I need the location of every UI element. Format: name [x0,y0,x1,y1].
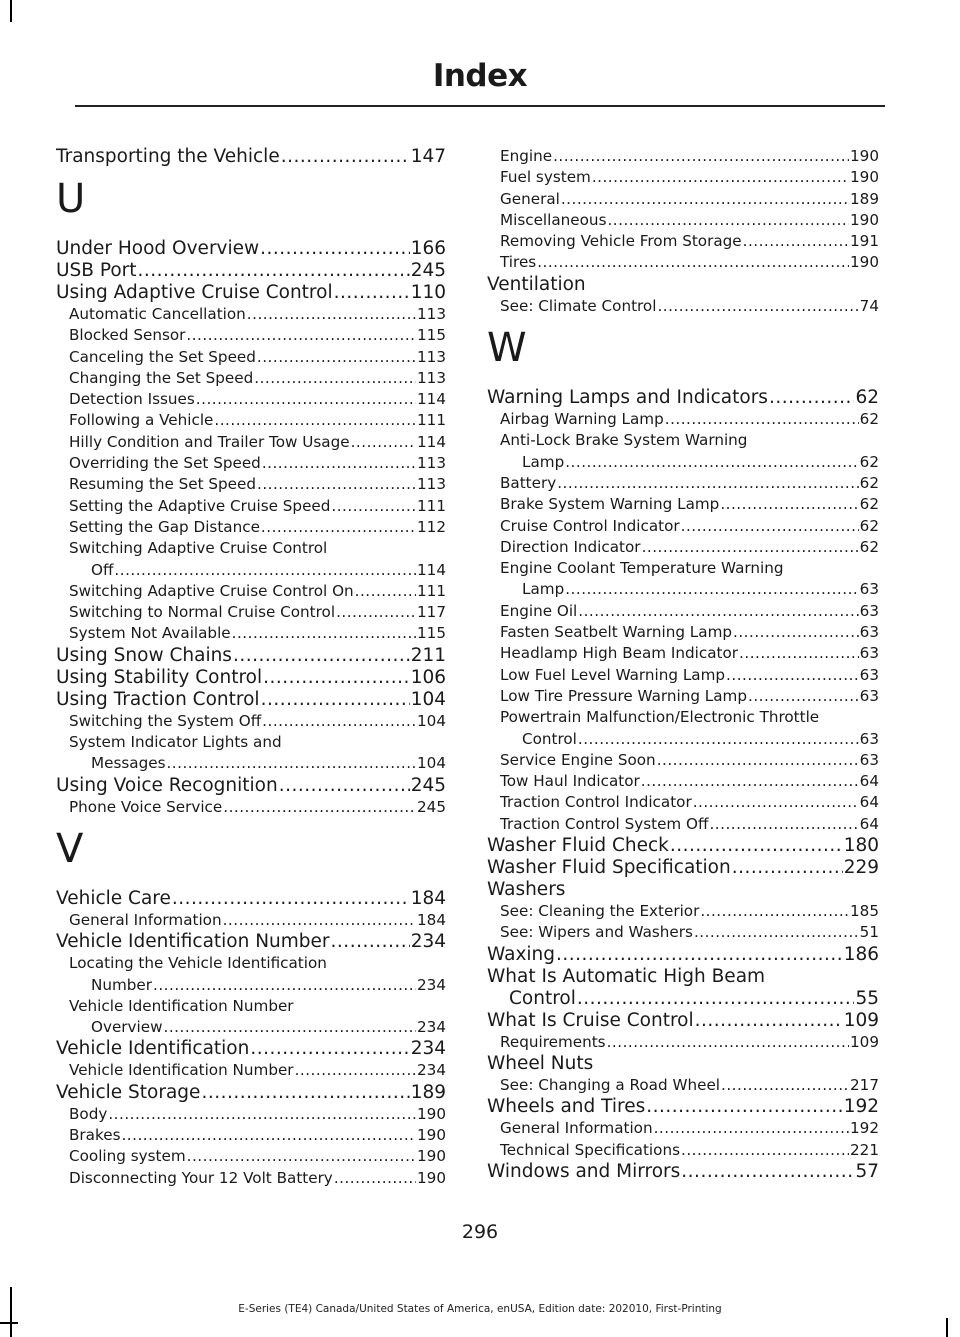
entry-label: See: Cleaning the Exterior [500,902,700,921]
entry-label: Blocked Sensor [69,326,186,345]
index-entry[interactable]: Vehicle Identification ..... 234 [56,1038,446,1060]
entry-label: Setting the Gap Distance [69,517,260,536]
footer-text: E-Series (TE4) Canada/United States of America, enUSA, Edition date: 202010, First-Printing [238,1303,722,1315]
index-subentry[interactable] [56,304,446,325]
index-subentry[interactable] [56,347,446,368]
index-subentry[interactable] [487,601,879,622]
index-subentry[interactable]: See: Changing a Road Wheel ..... 217 [487,1075,879,1096]
entry-page: 190 [850,253,879,272]
subentry-heading: Vehicle Identification Number [69,996,294,1015]
entry-page: 115 [417,326,446,345]
index-subentry[interactable]: Airbag Warning Lamp ..... 62 [487,409,879,430]
index-subentry[interactable] [487,189,879,210]
entry-page: 63 [859,686,879,705]
entry-page: 117 [417,603,446,622]
entry-page: 190 [850,210,879,229]
entry-page: 113 [417,475,446,494]
entry-label: Setting the Adaptive Cruise Speed [69,496,331,515]
index-subentry[interactable]: Number ..... 234 [56,975,446,996]
entry-label: Tires [500,253,537,272]
entry-page: 62 [859,516,879,535]
index-subentry[interactable] [487,622,879,643]
entry-page: 113 [417,347,446,366]
index-subentry[interactable] [487,167,879,188]
index-subentry[interactable] [56,325,446,346]
page-title: Index [432,58,528,94]
index-subentry[interactable] [487,537,879,558]
index-subentry[interactable]: See: Climate Control ..... 74 [487,296,879,317]
index-subentry[interactable] [56,389,446,410]
index-entry[interactable]: What Is Cruise Control ..... 109 [487,1010,879,1032]
index-subentry[interactable] [56,368,446,389]
index-subentry[interactable]: Vehicle Identification Number ..... 234 [56,1060,446,1081]
entry-heading: Wheel Nuts [487,1052,594,1074]
index-entry[interactable] [56,146,446,168]
entry-page: 190 [417,1126,446,1145]
entry-page: 189 [850,189,879,208]
index-subentry[interactable]: Lamp ..... 62 [487,452,879,473]
index-entry[interactable]: Waxing ..... 186 [487,944,879,966]
section-letter: V [56,825,84,872]
entry-page: 62 [859,495,879,514]
index-column-left [56,146,446,1189]
index-subentry[interactable] [56,453,446,474]
index-column-right [487,146,879,1183]
entry-page: 115 [417,624,446,643]
entry-label: Changing the Set Speed [69,368,254,387]
entry-page: 63 [859,665,879,684]
header-divider [75,105,885,107]
entry-page: 64 [859,793,879,812]
index-subentry[interactable] [487,771,879,792]
entry-page: 147 [410,146,446,167]
index-subentry[interactable] [56,410,446,431]
index-subentry[interactable] [56,1104,446,1125]
index-subentry[interactable]: Off ..... 114 [56,560,446,581]
entry-heading: Washers [487,879,566,901]
index-subentry[interactable] [56,474,446,495]
entry-label: General [500,189,560,208]
subentry-heading: Switching Adaptive Cruise Control [69,539,328,558]
index-entry[interactable]: Windows and Mirrors ..... 57 [487,1161,879,1183]
index-subentry[interactable] [487,494,879,515]
index-subentry[interactable] [56,1146,446,1167]
index-subentry[interactable]: General Information ..... 184 [56,910,446,931]
entry-label: Automatic Cancellation [69,305,246,323]
entry-page: 245 [410,260,446,281]
entry-label: Fasten Seatbelt Warning Lamp [500,623,733,642]
entry-page: 64 [859,814,879,833]
entry-label: Engine Oil [500,601,578,620]
entry-label: Engine [500,147,553,165]
subentry-heading: Powertrain Malfunction/Electronic Throttle [500,708,820,727]
entry-label: Hilly Condition and Trailer Tow Usage [69,432,350,451]
entry-label: Traction Control Indicator [500,793,692,812]
entry-label: Technical Specifications [500,1140,680,1159]
entry-label: Using Snow Chains [56,644,232,666]
crop-mark [946,1318,948,1337]
entry-label: Detection Issues [69,390,195,409]
subentry-group [487,473,879,558]
entry-page: 190 [417,1168,446,1187]
entry-page: 51 [859,923,879,942]
index-subentry[interactable] [487,210,879,231]
entry-page: 192 [850,1119,879,1138]
subentry-group [487,750,879,835]
entry-label: Using Stability Control [56,666,263,688]
subentry-group [487,146,879,274]
entry-page: 190 [417,1104,446,1123]
entry-label: Overriding the Set Speed [69,454,261,473]
index-entry[interactable] [56,689,446,711]
index-subentry[interactable] [56,1168,446,1189]
entry-page: 113 [417,305,446,323]
entry-page: 211 [410,644,446,666]
entry-page: 112 [417,517,446,536]
entry-page: 221 [850,1140,879,1159]
index-entry[interactable]: Control ..... 55 [487,988,879,1010]
index-subentry[interactable] [487,1140,879,1161]
entry-group [56,645,446,711]
subentry-group [56,1104,446,1189]
index-entry[interactable]: Using Voice Recognition ..... 245 [56,775,446,797]
subentry-group [487,601,879,707]
index-entry[interactable]: Washer Fluid Check ..... 180 [487,835,879,857]
index-entry[interactable] [56,667,446,689]
entry-page: 62 [859,473,879,492]
entry-page: 191 [850,232,879,251]
index-subentry[interactable]: Requirements ..... 109 [487,1032,879,1053]
entry-label: General Information [500,1119,653,1138]
page-number: 296 [461,1221,499,1243]
entry-page: 166 [410,238,446,259]
index-subentry[interactable] [56,432,446,453]
entry-label: Cooling system [69,1147,186,1166]
index-subentry[interactable] [487,686,879,707]
index-subentry[interactable]: Lamp ..... 63 [487,579,879,600]
index-subentry[interactable] [487,901,879,922]
index-subentry[interactable] [487,814,879,835]
entry-label: Removing Vehicle From Storage [500,232,742,251]
index-entry[interactable] [56,238,446,260]
entry-page: 111 [417,411,446,430]
entry-label: System Not Available [69,624,231,643]
entry-label: USB Port [56,260,137,281]
index-subentry[interactable] [56,496,446,517]
entry-page: 113 [417,454,446,473]
entry-label: See: Wipers and Washers [500,923,693,942]
subentry-group [56,581,446,645]
entry-heading: What Is Automatic High Beam [487,965,766,987]
entry-page: 106 [410,666,446,688]
section-letter: W [487,325,527,372]
crop-mark [0,1322,18,1324]
entry-label: Switching to Normal Cruise Control [69,603,336,622]
index-subentry[interactable] [487,643,879,664]
entry-label: Tow Haul Indicator [500,772,640,791]
index-subentry[interactable] [56,517,446,538]
index-subentry[interactable] [487,252,879,273]
entry-group [56,238,446,304]
entry-label: Switching Adaptive Cruise Control On [69,581,354,600]
index-entry[interactable] [56,645,446,667]
entry-label: Battery [500,473,557,492]
entry-page: 64 [859,772,879,791]
index-subentry[interactable] [487,146,879,167]
entry-label: Canceling the Set Speed [69,347,256,366]
section-letter: U [56,176,86,222]
entry-label: Low Tire Pressure Warning Lamp [500,686,747,705]
index-entry[interactable]: Vehicle Care ..... 184 [56,888,446,910]
index-entry[interactable]: Vehicle Identification Number ..... 234 [56,931,446,953]
index-subentry[interactable] [56,602,446,623]
entry-label: Disconnecting Your 12 Volt Battery [69,1168,333,1187]
entry-page: 63 [859,750,879,769]
entry-label: Brakes [69,1126,121,1145]
index-subentry[interactable]: Messages ..... 104 [56,753,446,774]
entry-page: 104 [410,688,446,710]
index-entry[interactable] [56,260,446,282]
entry-label: Miscellaneous [500,210,607,229]
entry-label: Cruise Control Indicator [500,516,680,535]
entry-page: 114 [417,432,446,451]
index-subentry[interactable] [487,750,879,771]
index-subentry[interactable]: Switching the System Off ..... 104 [56,711,446,732]
entry-heading: Ventilation [487,273,586,295]
index-subentry[interactable] [487,792,879,813]
entry-page: 185 [850,902,879,921]
index-entry[interactable]: Warning Lamps and Indicators ..... 62 [487,387,879,409]
index-subentry[interactable]: Overview ..... 234 [56,1017,446,1038]
index-entry[interactable]: Washer Fluid Specification ..... 229 [487,857,879,879]
entry-label: Following a Vehicle [69,411,214,430]
index-entry[interactable]: Wheels and Tires ..... 192 [487,1096,879,1118]
entry-label: Fuel system [500,168,591,187]
subentry-group [487,1118,879,1161]
entry-page: 114 [417,390,446,409]
index-subentry[interactable] [56,1125,446,1146]
entry-page: 63 [859,601,879,620]
index-subentry[interactable] [56,581,446,602]
entry-page: 62 [859,537,879,556]
index-subentry[interactable] [487,922,879,943]
entry-label: Under Hood Overview [56,238,260,259]
subentry-heading: System Indicator Lights and [69,733,282,752]
index-entry[interactable]: Vehicle Storage ..... 189 [56,1082,446,1104]
entry-page: 113 [417,368,446,387]
index-subentry[interactable] [487,231,879,252]
index-entry[interactable] [56,282,446,304]
entry-page: 63 [859,644,879,663]
entry-page: 110 [410,282,446,303]
crop-mark [10,0,12,22]
subentry-group [56,304,446,538]
index-subentry[interactable] [56,623,446,644]
entry-label: Transporting the Vehicle [56,146,280,167]
subentry-heading: Anti-Lock Brake System Warning [500,431,748,450]
entry-page: 190 [417,1147,446,1166]
entry-page: 63 [859,623,879,642]
index-subentry[interactable]: Phone Voice Service ..... 245 [56,797,446,818]
subentry-heading: Locating the Vehicle Identification [69,954,327,973]
index-subentry[interactable] [487,473,879,494]
entry-page: 190 [850,147,879,165]
entry-label: Service Engine Soon [500,750,656,769]
index-subentry[interactable] [487,516,879,537]
entry-label: Headlamp High Beam Indicator [500,644,739,663]
entry-label: Traction Control System Off [500,814,709,833]
entry-label: Brake System Warning Lamp [500,495,720,514]
index-subentry[interactable] [487,1118,879,1139]
entry-label: Body [69,1104,108,1123]
subentry-heading: Engine Coolant Temperature Warning [500,559,784,578]
entry-page: 111 [417,581,446,600]
index-subentry[interactable] [487,665,879,686]
entry-label: Low Fuel Level Warning Lamp [500,665,726,684]
entry-label: Using Traction Control [56,688,260,710]
entry-label: Direction Indicator [500,537,641,556]
entry-page: 190 [850,168,879,187]
index-subentry[interactable]: Control ..... 63 [487,729,879,750]
entry-label: Resuming the Set Speed [69,475,256,494]
entry-label: Using Adaptive Cruise Control [56,282,333,303]
entry-page: 111 [417,496,446,515]
subentry-group [487,901,879,944]
